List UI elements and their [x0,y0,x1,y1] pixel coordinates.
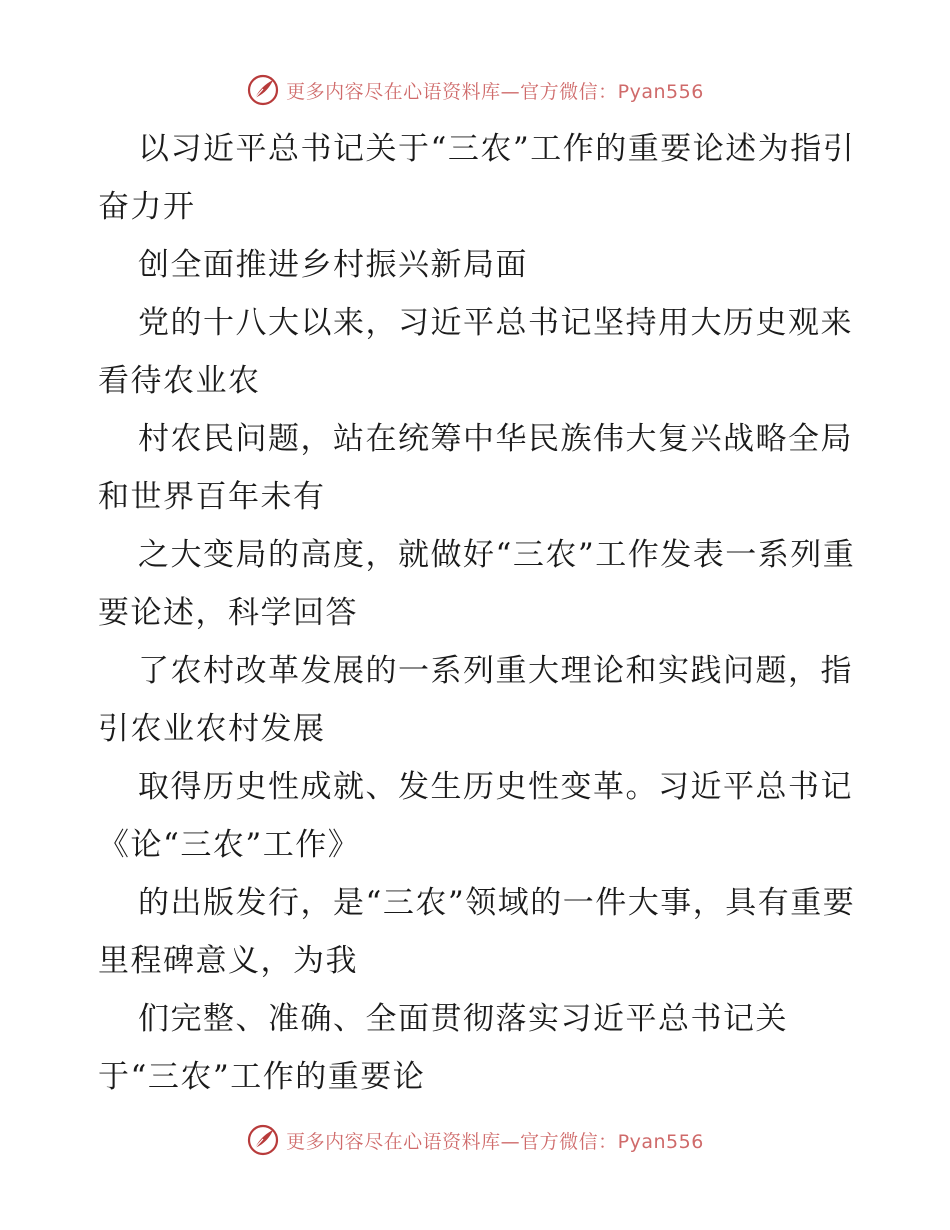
paragraph: 取得历史性成就、发生历史性变革。习近平总书记《论“三农”工作》 [98,769,853,863]
quill-pen-icon [246,1123,280,1157]
paragraph: 们完整、准确、全面贯彻落实习近平总书记关于“三农”工作的重要论 [98,1001,788,1095]
document-body [98,120,858,1106]
header-watermark-text: 更多内容尽在心语资料库—官方微信：Pyan556 [286,80,704,103]
paragraph: 村农民问题，站在统筹中华民族伟大复兴战略全局和世界百年未有 [98,421,853,515]
paragraph: 了农村改革发展的一系列重大理论和实践问题，指引农业农村发展 [98,653,853,747]
paragraph-title-line-1: 以习近平总书记关于“三农”工作的重要论述为指引 奋力开 [98,131,856,225]
paragraph: 之大变局的高度，就做好“三农”工作发表一系列重要论述，科学回答 [98,537,856,631]
header-watermark-banner [0,70,950,110]
quill-pen-icon [246,73,280,107]
paragraph: 的出版发行，是“三农”领域的一件大事，具有重要里程碑意义，为我 [98,885,856,979]
paragraph: 党的十八大以来，习近平总书记坚持用大历史观来看待农业农 [98,305,853,399]
footer-watermark-text: 更多内容尽在心语资料库—官方微信：Pyan556 [286,1130,704,1153]
paragraph-title-line-2: 创全面推进乡村振兴新局面 [138,247,528,283]
footer-watermark-banner [0,1120,950,1160]
